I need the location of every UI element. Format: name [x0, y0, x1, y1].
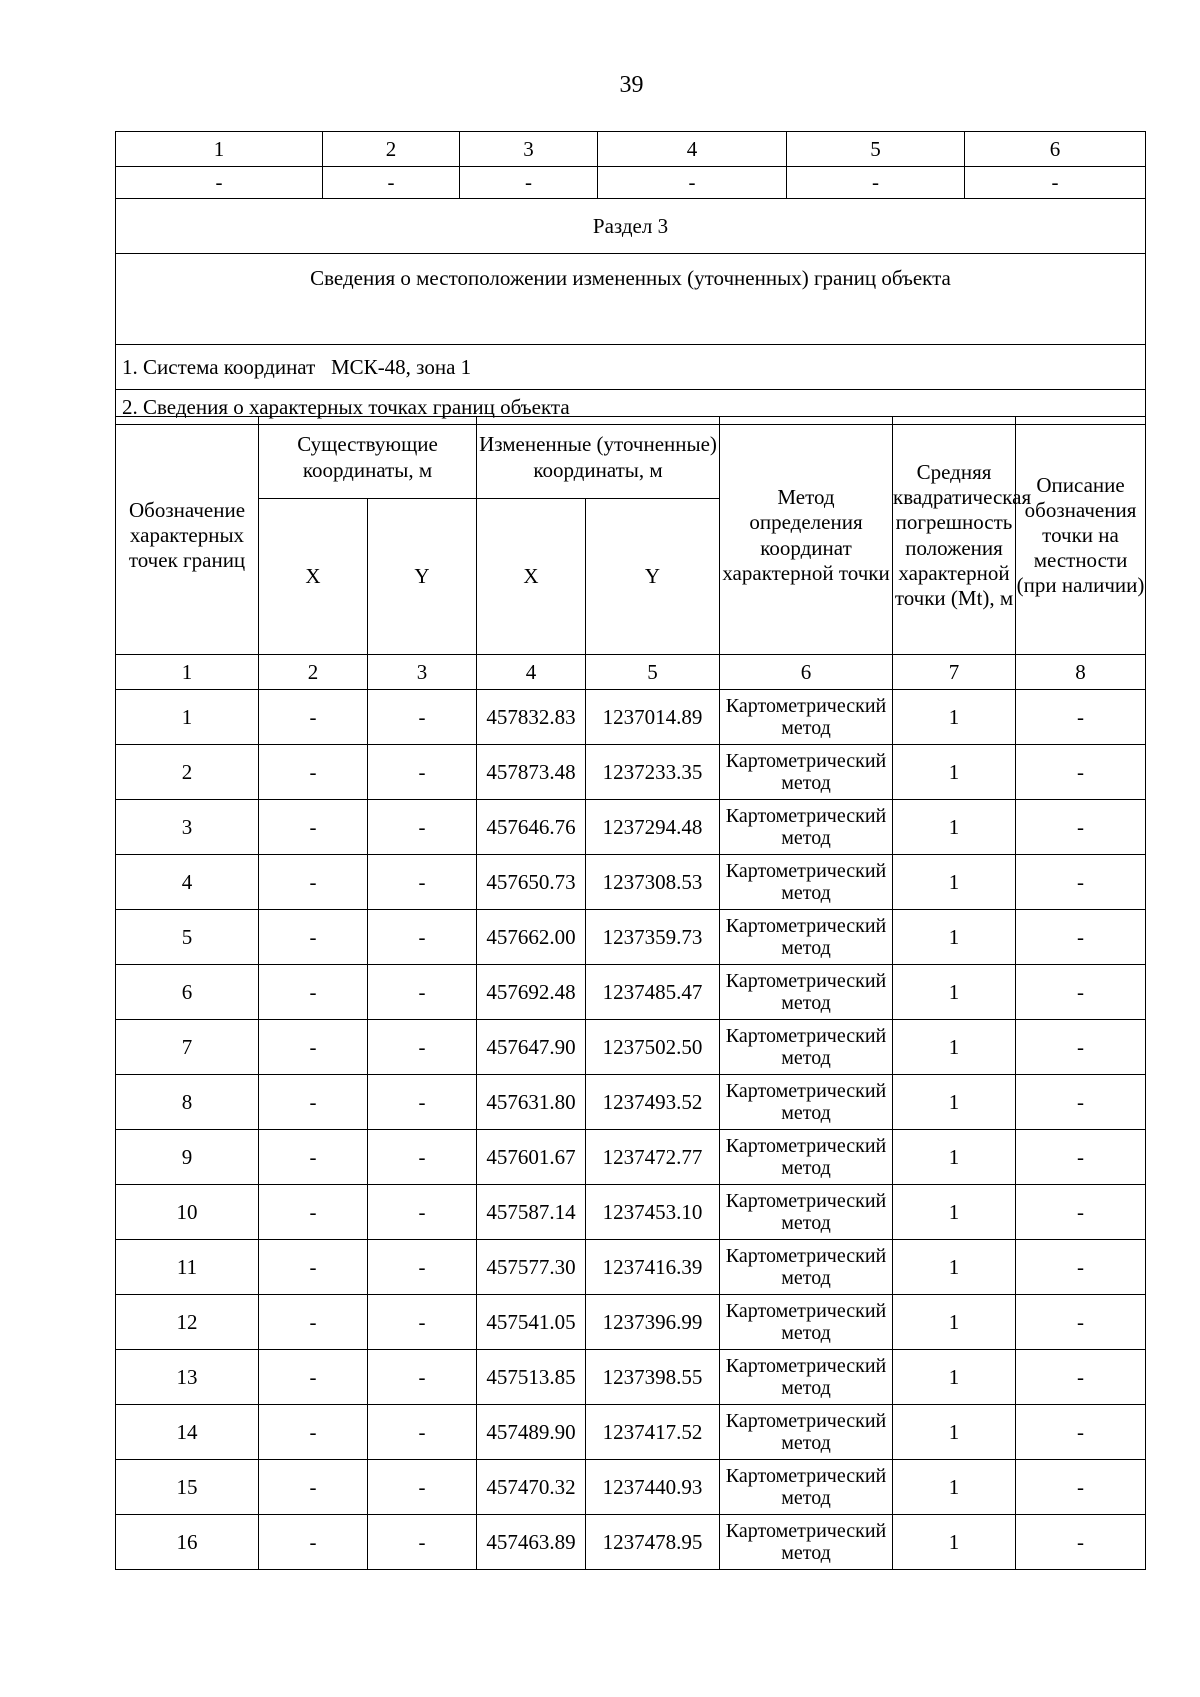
table-row	[116, 1020, 1146, 1075]
table-row	[116, 1075, 1146, 1130]
method-cell: Картометрический метод	[720, 690, 893, 745]
existing-x-cell: -	[259, 910, 368, 965]
point-number-cell: 15	[116, 1460, 259, 1515]
changed-x-cell: 457647.90	[477, 1020, 586, 1075]
method-cell: Картометрический метод	[720, 1295, 893, 1350]
existing-x-cell: -	[259, 1515, 368, 1570]
changed-x-cell: 457650.73	[477, 855, 586, 910]
method-cell: Картометрический метод	[720, 855, 893, 910]
changed-y-cell: 1237308.53	[586, 855, 720, 910]
description-cell: -	[1016, 1020, 1146, 1075]
description-cell: -	[1016, 1295, 1146, 1350]
table-row	[116, 965, 1146, 1020]
table-row	[116, 800, 1146, 855]
table-row	[116, 1185, 1146, 1240]
changed-y-cell: 1237398.55	[586, 1350, 720, 1405]
table-cell: -	[965, 167, 1146, 199]
table-row	[116, 690, 1146, 745]
table-cell: -	[116, 167, 323, 199]
description-cell: -	[1016, 1185, 1146, 1240]
column-number: 2	[323, 132, 460, 167]
description-cell: -	[1016, 690, 1146, 745]
existing-y-cell: -	[368, 1460, 477, 1515]
existing-y-cell: -	[368, 1515, 477, 1570]
description-cell: -	[1016, 1515, 1146, 1570]
table-row	[116, 1405, 1146, 1460]
changed-y-cell: 1237417.52	[586, 1405, 720, 1460]
existing-x-cell: -	[259, 855, 368, 910]
changed-y-cell: 1237453.10	[586, 1185, 720, 1240]
header-x-existing: X	[259, 499, 368, 655]
column-number: 3	[368, 655, 477, 690]
existing-y-cell: -	[368, 855, 477, 910]
existing-y-cell: -	[368, 1295, 477, 1350]
changed-y-cell: 1237440.93	[586, 1460, 720, 1515]
mt-error-cell: 1	[893, 1185, 1016, 1240]
method-cell: Картометрический метод	[720, 1185, 893, 1240]
existing-x-cell: -	[259, 1405, 368, 1460]
column-number: 2	[259, 655, 368, 690]
mt-error-cell: 1	[893, 1130, 1016, 1185]
table-row	[116, 1350, 1146, 1405]
changed-y-cell: 1237294.48	[586, 800, 720, 855]
header-x-changed: X	[477, 499, 586, 655]
description-cell: -	[1016, 1405, 1146, 1460]
mt-error-cell: 1	[893, 1460, 1016, 1515]
table-row	[116, 1515, 1146, 1570]
method-cell: Картометрический метод	[720, 1515, 893, 1570]
changed-y-cell: 1237485.47	[586, 965, 720, 1020]
table-cell: -	[598, 167, 787, 199]
table-row	[116, 745, 1146, 800]
table-row	[116, 167, 1146, 199]
header-method: Метод определения координат характерной точки	[720, 417, 893, 655]
point-number-cell: 7	[116, 1020, 259, 1075]
changed-x-cell: 457873.48	[477, 745, 586, 800]
header-changed-coords: Измененные (уточненные) координаты, м	[477, 417, 720, 499]
section-subtitle: Сведения о местоположении измененных (уточненных) границ объекта	[116, 254, 1146, 345]
table-row	[116, 1295, 1146, 1350]
existing-x-cell: -	[259, 965, 368, 1020]
mt-error-cell: 1	[893, 1405, 1016, 1460]
mt-error-cell: 1	[893, 1295, 1016, 1350]
method-cell: Картометрический метод	[720, 1240, 893, 1295]
column-number: 6	[720, 655, 893, 690]
mt-error-cell: 1	[893, 910, 1016, 965]
existing-y-cell: -	[368, 1350, 477, 1405]
changed-y-cell: 1237359.73	[586, 910, 720, 965]
existing-x-cell: -	[259, 1130, 368, 1185]
mt-error-cell: 1	[893, 800, 1016, 855]
changed-y-cell: 1237396.99	[586, 1295, 720, 1350]
existing-y-cell: -	[368, 1405, 477, 1460]
mt-error-cell: 1	[893, 1515, 1016, 1570]
table-cell: -	[787, 167, 965, 199]
mt-error-cell: 1	[893, 1350, 1016, 1405]
column-number: 1	[116, 655, 259, 690]
method-cell: Картометрический метод	[720, 745, 893, 800]
column-number: 6	[965, 132, 1146, 167]
column-number: 4	[477, 655, 586, 690]
section-title: Раздел 3	[116, 199, 1146, 254]
method-cell: Картометрический метод	[720, 1130, 893, 1185]
changed-y-cell: 1237493.52	[586, 1075, 720, 1130]
existing-y-cell: -	[368, 745, 477, 800]
point-number-cell: 9	[116, 1130, 259, 1185]
point-number-cell: 5	[116, 910, 259, 965]
point-number-cell: 8	[116, 1075, 259, 1130]
mt-error-cell: 1	[893, 745, 1016, 800]
description-cell: -	[1016, 1460, 1146, 1515]
coordinate-system: 1. Система координат МСК-48, зона 1	[116, 345, 1146, 390]
point-number-cell: 16	[116, 1515, 259, 1570]
changed-x-cell: 457601.67	[477, 1130, 586, 1185]
existing-x-cell: -	[259, 690, 368, 745]
changed-x-cell: 457470.32	[477, 1460, 586, 1515]
method-cell: Картометрический метод	[720, 910, 893, 965]
table-row	[116, 1130, 1146, 1185]
existing-y-cell: -	[368, 1130, 477, 1185]
point-number-cell: 10	[116, 1185, 259, 1240]
existing-x-cell: -	[259, 1350, 368, 1405]
header-error: Средняя квадратическая погрешность положения характерной точки (Mt), м	[893, 417, 1016, 655]
point-number-cell: 13	[116, 1350, 259, 1405]
existing-x-cell: -	[259, 1240, 368, 1295]
existing-x-cell: -	[259, 800, 368, 855]
existing-y-cell: -	[368, 965, 477, 1020]
method-cell: Картометрический метод	[720, 1020, 893, 1075]
column-number-row	[116, 655, 1146, 690]
existing-x-cell: -	[259, 1185, 368, 1240]
changed-x-cell: 457587.14	[477, 1185, 586, 1240]
changed-y-cell: 1237233.35	[586, 745, 720, 800]
column-number: 1	[116, 132, 323, 167]
previous-section-table	[115, 131, 1146, 425]
existing-x-cell: -	[259, 1295, 368, 1350]
point-number-cell: 14	[116, 1405, 259, 1460]
description-cell: -	[1016, 910, 1146, 965]
points-title: 2. Сведения о характерных точках границ объекта	[116, 390, 1146, 425]
description-cell: -	[1016, 745, 1146, 800]
changed-x-cell: 457832.83	[477, 690, 586, 745]
changed-x-cell: 457541.05	[477, 1295, 586, 1350]
mt-error-cell: 1	[893, 855, 1016, 910]
point-number-cell: 6	[116, 965, 259, 1020]
boundary-points-table	[115, 416, 1146, 1570]
mt-error-cell: 1	[893, 1020, 1016, 1075]
changed-x-cell: 457646.76	[477, 800, 586, 855]
changed-x-cell: 457463.89	[477, 1515, 586, 1570]
column-number: 3	[460, 132, 598, 167]
method-cell: Картометрический метод	[720, 1405, 893, 1460]
method-cell: Картометрический метод	[720, 1075, 893, 1130]
changed-x-cell: 457692.48	[477, 965, 586, 1020]
mt-error-cell: 1	[893, 690, 1016, 745]
changed-y-cell: 1237502.50	[586, 1020, 720, 1075]
point-number-cell: 3	[116, 800, 259, 855]
header-designation: Обозначение характерных точек границ	[116, 417, 259, 655]
column-number: 7	[893, 655, 1016, 690]
method-cell: Картометрический метод	[720, 965, 893, 1020]
existing-y-cell: -	[368, 1075, 477, 1130]
method-cell: Картометрический метод	[720, 800, 893, 855]
description-cell: -	[1016, 1075, 1146, 1130]
column-number: 4	[598, 132, 787, 167]
changed-x-cell: 457577.30	[477, 1240, 586, 1295]
method-cell: Картометрический метод	[720, 1460, 893, 1515]
existing-y-cell: -	[368, 800, 477, 855]
column-number-row	[116, 132, 1146, 167]
point-number-cell: 12	[116, 1295, 259, 1350]
existing-x-cell: -	[259, 1075, 368, 1130]
point-number-cell: 1	[116, 690, 259, 745]
header-existing-coords: Существующие координаты, м	[259, 417, 477, 499]
description-cell: -	[1016, 800, 1146, 855]
column-number: 5	[586, 655, 720, 690]
header-y-changed: Y	[586, 499, 720, 655]
changed-y-cell: 1237014.89	[586, 690, 720, 745]
mt-error-cell: 1	[893, 965, 1016, 1020]
existing-y-cell: -	[368, 1020, 477, 1075]
table-row	[116, 1240, 1146, 1295]
description-cell: -	[1016, 1350, 1146, 1405]
header-description: Описание обозначения точки на местности (при наличии)	[1016, 417, 1146, 655]
table-row	[116, 1460, 1146, 1515]
point-number-cell: 2	[116, 745, 259, 800]
table-row	[116, 910, 1146, 965]
header-y-existing: Y	[368, 499, 477, 655]
table-row	[116, 855, 1146, 910]
changed-y-cell: 1237472.77	[586, 1130, 720, 1185]
changed-x-cell: 457513.85	[477, 1350, 586, 1405]
existing-y-cell: -	[368, 910, 477, 965]
method-cell: Картометрический метод	[720, 1350, 893, 1405]
description-cell: -	[1016, 855, 1146, 910]
changed-x-cell: 457662.00	[477, 910, 586, 965]
point-number-cell: 11	[116, 1240, 259, 1295]
page-number: 39	[619, 72, 644, 98]
changed-x-cell: 457489.90	[477, 1405, 586, 1460]
mt-error-cell: 1	[893, 1240, 1016, 1295]
table-cell: -	[460, 167, 598, 199]
column-number: 5	[787, 132, 965, 167]
changed-y-cell: 1237416.39	[586, 1240, 720, 1295]
description-cell: -	[1016, 1130, 1146, 1185]
existing-y-cell: -	[368, 690, 477, 745]
existing-x-cell: -	[259, 1020, 368, 1075]
changed-x-cell: 457631.80	[477, 1075, 586, 1130]
existing-y-cell: -	[368, 1240, 477, 1295]
point-number-cell: 4	[116, 855, 259, 910]
existing-y-cell: -	[368, 1185, 477, 1240]
existing-x-cell: -	[259, 1460, 368, 1515]
existing-x-cell: -	[259, 745, 368, 800]
table-cell: -	[323, 167, 460, 199]
mt-error-cell: 1	[893, 1075, 1016, 1130]
description-cell: -	[1016, 965, 1146, 1020]
description-cell: -	[1016, 1240, 1146, 1295]
column-number: 8	[1016, 655, 1146, 690]
changed-y-cell: 1237478.95	[586, 1515, 720, 1570]
